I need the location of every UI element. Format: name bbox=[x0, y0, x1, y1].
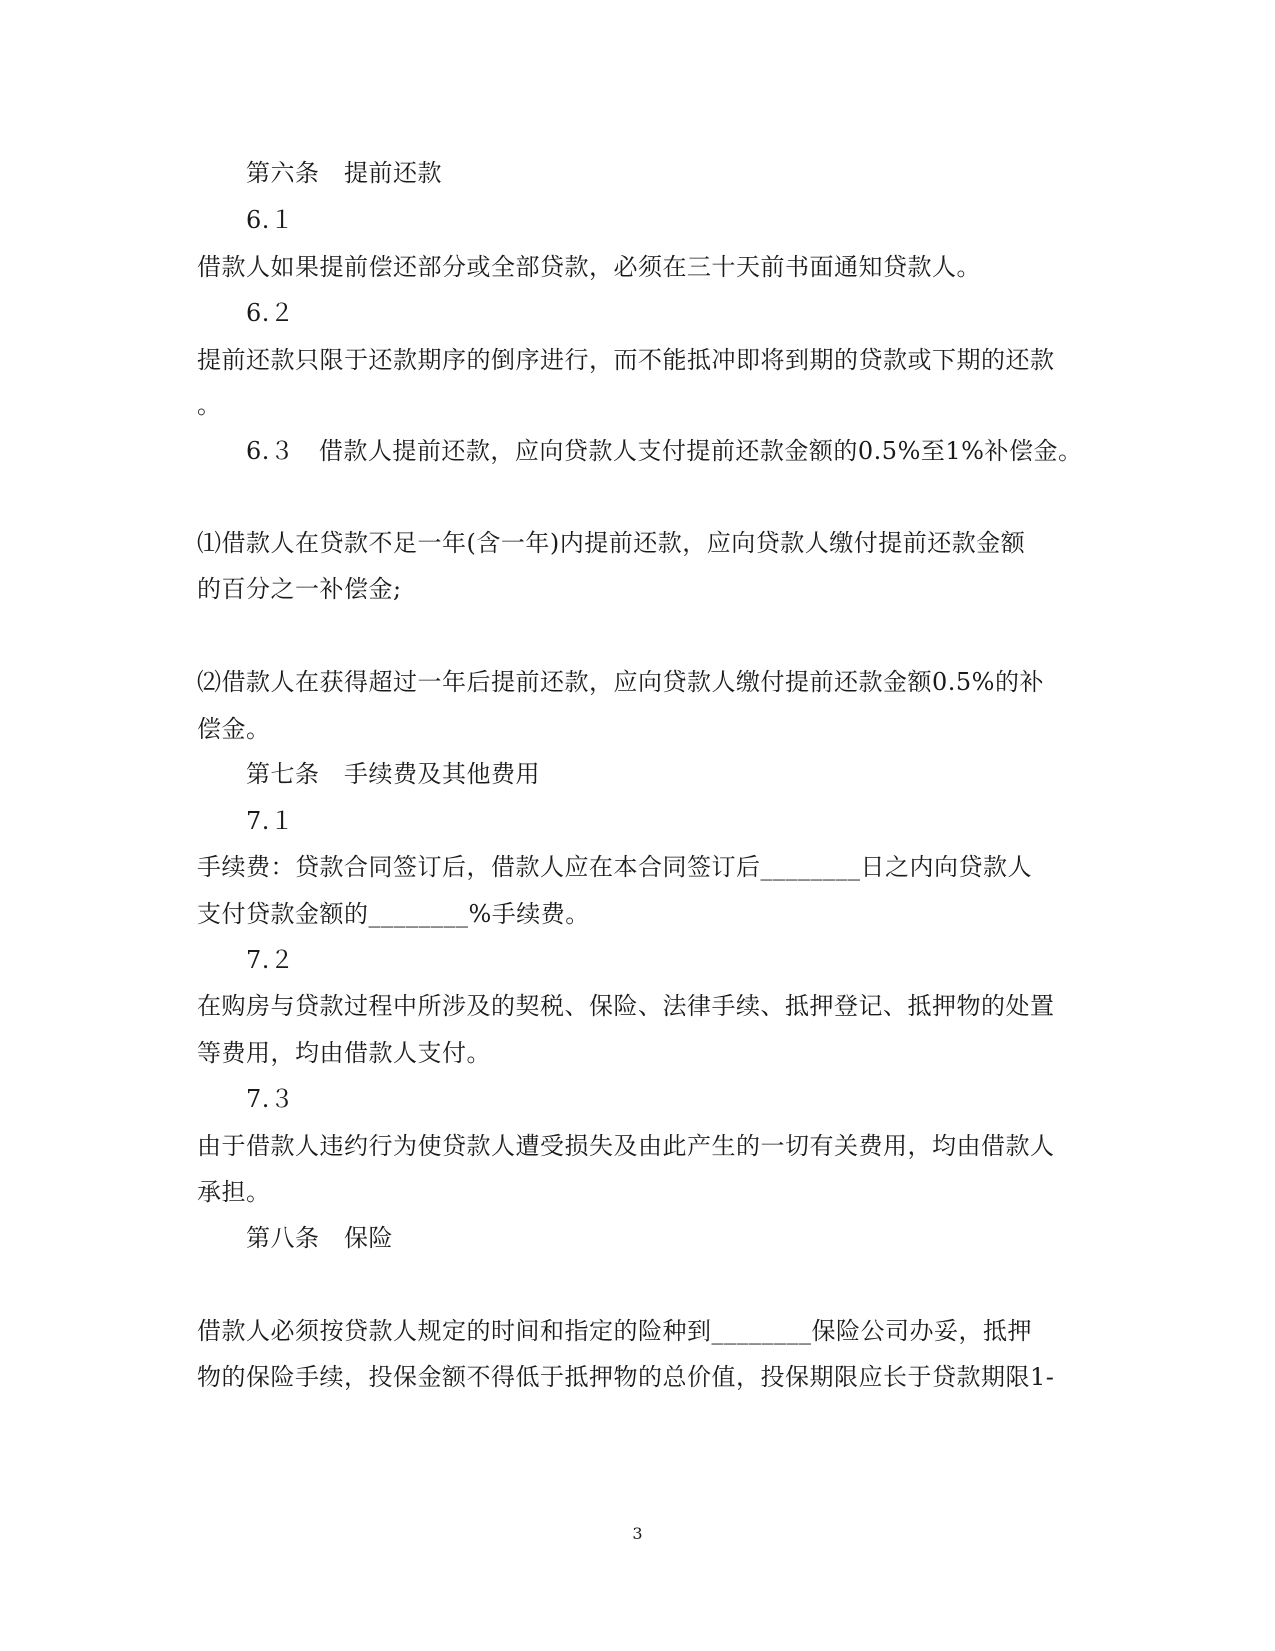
clause-7-2-number: 7.２ bbox=[246, 946, 295, 974]
clause-7-1-text: 手续费：贷款合同签订后，借款人应在本合同签订后________日之内向贷款人 bbox=[197, 853, 1032, 881]
clause-6-3-item-1: ⑴借款人在贷款不足一年(含一年)内提前还款，应向贷款人缴付提前还款金额 bbox=[197, 529, 1026, 557]
clause-7-2-text: 在购房与贷款过程中所涉及的契税、保险、法律手续、抵押登记、抵押物的处置 bbox=[197, 992, 1055, 1020]
article-8-text-cont: 物的保险手续，投保金额不得低于抵押物的总价值，投保期限应长于贷款期限1- bbox=[197, 1363, 1055, 1391]
clause-6-3-item-2-cont: 偿金。 bbox=[197, 715, 271, 743]
clause-7-3-text: 由于借款人违约行为使贷款人遭受损失及由此产生的一切有关费用，均由借款人 bbox=[197, 1132, 1055, 1160]
clause-6-1-text: 借款人如果提前偿还部分或全部贷款，必须在三十天前书面通知贷款人。 bbox=[197, 253, 981, 281]
clause-7-3-number: 7.３ bbox=[246, 1085, 295, 1113]
clause-6-3-text: 6.３ 借款人提前还款，应向贷款人支付提前还款金额的0.5%至1%补偿金。 bbox=[246, 437, 1083, 465]
clause-6-3-item-2: ⑵借款人在获得超过一年后提前还款，应向贷款人缴付提前还款金额0.5%的补 bbox=[197, 668, 1044, 696]
clause-6-2-text: 提前还款只限于还款期序的倒序进行，而不能抵冲即将到期的贷款或下期的还款 bbox=[197, 346, 1055, 374]
clause-7-3-text-cont: 承担。 bbox=[197, 1178, 271, 1206]
page-number: 3 bbox=[632, 1524, 643, 1543]
clause-7-1-text-cont: 支付贷款金额的________%手续费。 bbox=[197, 900, 590, 928]
article-7-heading: 第七条 手续费及其他费用 bbox=[246, 760, 540, 788]
clause-7-1-number: 7.１ bbox=[246, 807, 295, 835]
clause-6-2-number: 6.２ bbox=[246, 299, 295, 327]
clause-6-3-item-1-cont: 的百分之一补偿金; bbox=[197, 575, 402, 603]
clause-6-1-number: 6.１ bbox=[246, 206, 295, 234]
clause-6-2-text-end: 。 bbox=[197, 391, 222, 419]
clause-7-2-text-cont: 等费用，均由借款人支付。 bbox=[197, 1039, 491, 1067]
article-8-heading: 第八条 保险 bbox=[246, 1224, 393, 1252]
article-8-text: 借款人必须按贷款人规定的时间和指定的险种到________保险公司办妥，抵押 bbox=[197, 1317, 1032, 1345]
article-6-heading: 第六条 提前还款 bbox=[246, 159, 442, 187]
